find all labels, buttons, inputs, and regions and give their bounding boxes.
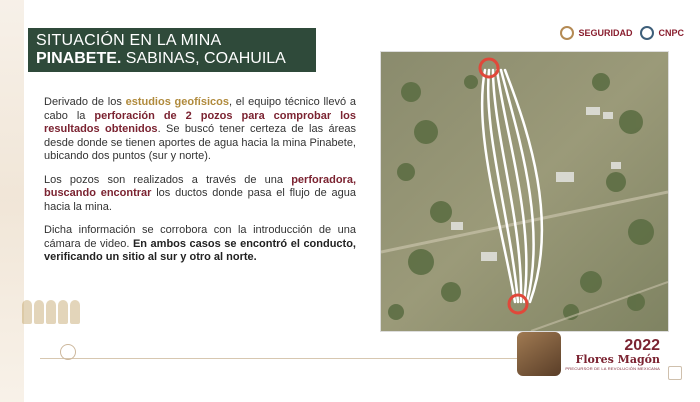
p2-b: perforadora, buscando encontrar (44, 173, 356, 199)
bottom-divider (40, 358, 550, 359)
p2-c: los ductos donde pasa el flujo de agua hacia la mina. (44, 187, 356, 213)
title-rest: SABINAS, COAHUILA (121, 50, 286, 67)
paragraph-1 (44, 96, 356, 164)
p3-b: En ambos casos se encontró el conducto, verificando un sitio al sur y otro al norte. (44, 237, 356, 263)
year-subtitle: PRECURSOR DE LA REVOLUCIÓN MEXICANA (565, 365, 660, 371)
year-logo (517, 332, 660, 376)
p1-d: perforación de 2 pozos para comprobar los resultados obtenidos (44, 109, 356, 135)
portrait-icon (517, 332, 561, 376)
paragraph-3 (44, 224, 356, 265)
title-bold: PINABETE. (36, 50, 122, 67)
logos (560, 26, 684, 40)
aerial-map-svg (381, 52, 668, 331)
corner-seal-icon (668, 366, 682, 380)
year-name: Flores Magón (575, 352, 660, 366)
p3-a: Dicha información se corrobora con la introducción de una cámara de video. (44, 224, 356, 250)
year-number: 2022 (624, 336, 660, 354)
left-decoration (0, 0, 24, 402)
seguridad-logo (560, 26, 632, 40)
cnpc-label: CNPC (658, 28, 684, 38)
aerial-map (380, 51, 669, 332)
p1-b: estudios geofísicos (125, 96, 229, 108)
title-line1: SITUACIÓN EN LA MINA (36, 32, 222, 49)
year-text (565, 338, 660, 371)
title-box (28, 28, 316, 72)
p1-e: . Se buscó tener certeza de las áreas desde donde se tienen aportes de agua hacia la mina Pinabete, ubicando dos puntos (sur y norte). (44, 123, 356, 162)
content (44, 96, 356, 275)
people-decoration (22, 300, 80, 324)
cnpc-seal-icon (640, 26, 654, 40)
p1-c: , el equipo técnico llevó a cabo la (44, 96, 356, 122)
title-line2 (36, 50, 308, 68)
p1-a: Derivado de los (44, 96, 126, 108)
seguridad-seal-icon (560, 26, 574, 40)
cnpc-logo (640, 26, 684, 40)
seguridad-label: SEGURIDAD (578, 28, 633, 38)
bottom-seal-icon (60, 344, 76, 360)
p2-a: Los pozos son realizados a través de una (44, 173, 292, 186)
paragraph-2 (44, 174, 356, 215)
